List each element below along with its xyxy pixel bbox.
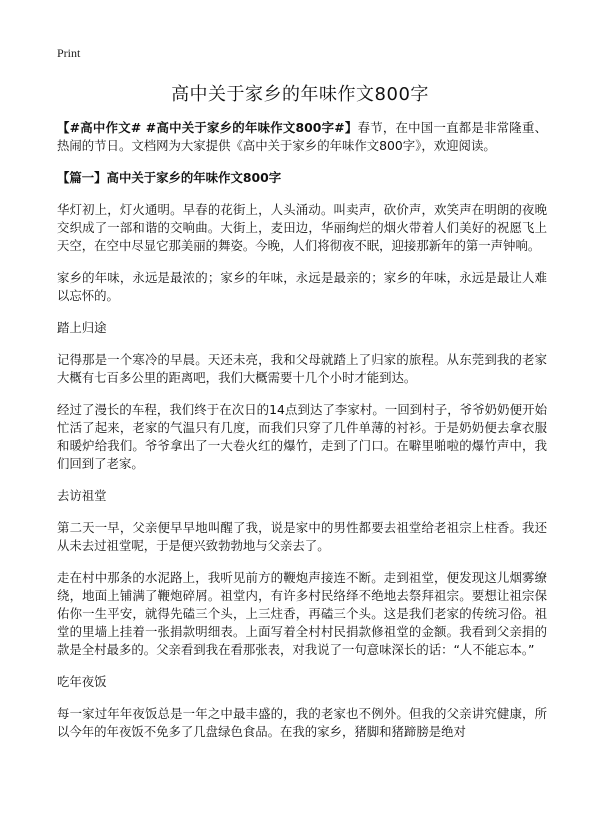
paragraph: 经过了漫长的车程，我们终于在次日的14点到达了李家村。一回到村子，爷爷奶奶便开始忙活了起来，老家的气温只有几度，而我们只穿了几件单薄的衬衫。于是奶奶便去拿衣服和暖炉给我们。爷爷拿出了一大卷火红的爆竹，走到了门口。在噼里啪啦的爆竹声中，我们回到了老家。 (57, 402, 547, 471)
page-title: 高中关于家乡的年味作文800字 (171, 84, 429, 105)
subheading-new-year-dinner: 吃年夜饭 (57, 674, 107, 689)
paragraph: 华灯初上，灯火通明。早春的花街上，人头涌动。叫卖声，砍价声，欢笑声在明朗的夜晚交织成了一部和谐的交响曲。大街上，麦田边，华丽绚烂的烟火带着人们美好的祝愿飞上天空，在空中尽显它那美丽的舞姿。今晚，人们将彻夜不眠，迎接那新年的第一声钟响。 (57, 202, 547, 253)
subheading-ancestral-hall: 去访祖堂 (57, 488, 107, 503)
subheading-return-journey: 踏上归途 (57, 320, 107, 335)
print-link[interactable]: Print (57, 46, 81, 60)
article-body (57, 119, 547, 755)
paragraph: 家乡的年味，永远是最浓的；家乡的年味，永远是最亲的；家乡的年味，永远是最让人难以忘怀的。 (57, 270, 547, 303)
paragraph: 第二天一早，父亲便早早地叫醒了我，说是家中的男性都要去祖堂给老祖宗上柱香。我还从未去过祖堂呢，于是便兴致勃勃地与父亲去了。 (57, 520, 547, 553)
intro-text: 春节，在中国一直都是非常隆重、热闹的节日。文档网为大家提供《高中关于家乡的年味作文800字》，欢迎阅读。 (57, 120, 547, 153)
intro-tags: 【#高中作文# #高中关于家乡的年味作文800字#】 (57, 120, 358, 135)
paragraph: 走在村中那条的水泥路上，我听见前方的鞭炮声接连不断。走到祖堂，便发现这儿烟雾缭绕，地面上铺满了鞭炮碎屑。祖堂内，有许多村民络绎不绝地去祭拜祖宗。要想让祖宗保佑你一生平安，就得先磕三个头，上三炷香，再磕三个头。这是我们老家的传统习俗。祖堂的里墙上挂着一张捐款明细表。上面写着全村村民捐款修祖堂的金额。我看到父亲捐的款是全村最多的。父亲看到我在看那张表，对我说了一句意味深长的话：“人不能忘本。” (57, 570, 547, 657)
paragraph: 记得那是一个寒冷的早晨。天还未亮，我和父母就踏上了归家的旅程。从东莞到我的老家大概有七百多公里的距离吧，我们大概需要十几个小时才能到达。 (57, 352, 547, 385)
paragraph: 每一家过年年夜饭总是一年之中最丰盛的，我的老家也不例外。但我的父亲讲究健康，所以今年的年夜饭不免多了几盘绿色食品。在我的家乡，猪脚和猪蹄膀是绝对 (57, 706, 547, 739)
section-heading: 【篇一】高中关于家乡的年味作文800字 (57, 170, 282, 185)
intro-paragraph (57, 119, 547, 155)
